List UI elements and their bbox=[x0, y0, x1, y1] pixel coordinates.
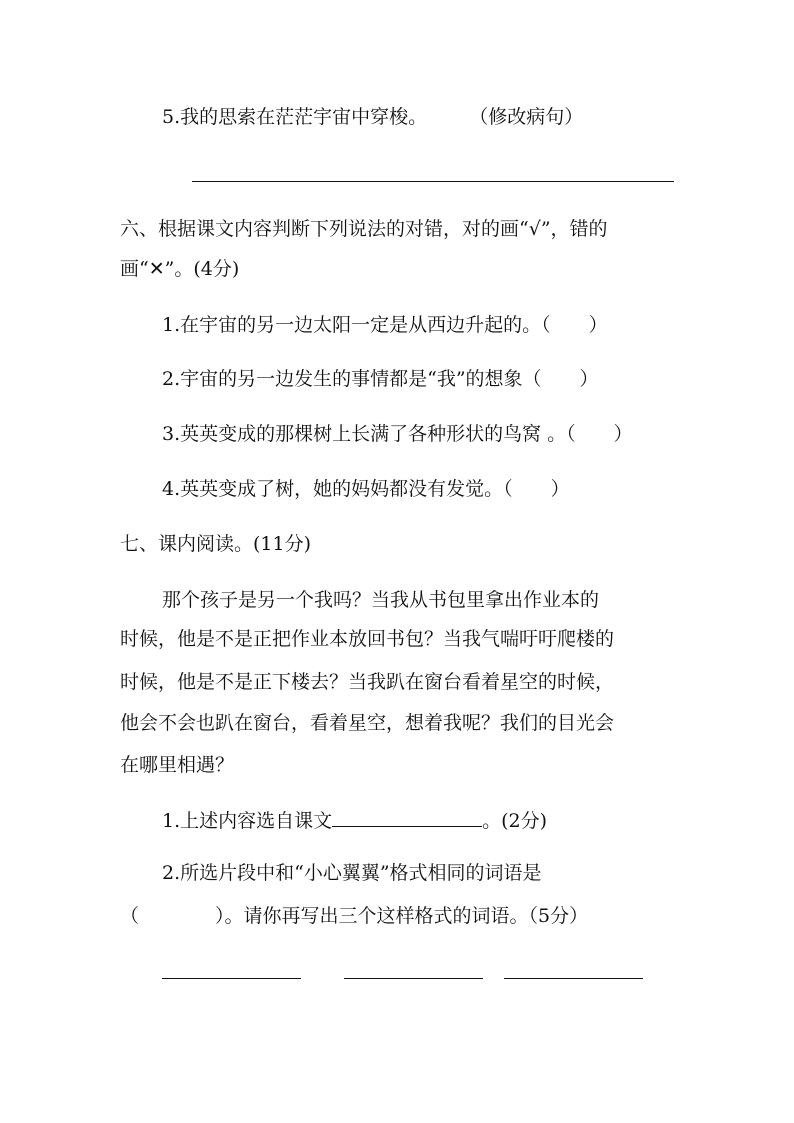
reading-question-1-suffix: 。(2分) bbox=[482, 810, 548, 832]
answer-blank[interactable] bbox=[332, 808, 482, 827]
passage-line: 在哪里相遇？ bbox=[120, 754, 235, 776]
question-5 bbox=[162, 105, 583, 129]
section-6-heading: 六、根据课文内容判断下列说法的对错，对的画“√”，错的 bbox=[120, 218, 608, 240]
passage-line: 时候，他是不是正把作业本放回书包？当我气喘吁吁爬楼的 bbox=[120, 628, 615, 650]
reading-question-2: 2.所选片段中和“小心翼翼”格式相同的词语是 bbox=[162, 862, 542, 884]
passage-line: 他会不会也趴在窗台，看着星空，想着我呢？我们的目光会 bbox=[120, 712, 615, 734]
judge-item: 1.在宇宙的另一边太阳一定是从西边升起的。（ ） bbox=[162, 314, 608, 336]
answer-line-word[interactable] bbox=[504, 978, 643, 979]
question-5-text: 5.我的思索在茫茫宇宙中穿梭。 bbox=[162, 106, 428, 128]
section-6-heading-cont: 画“✕”。(4分) bbox=[120, 258, 240, 280]
answer-line-word[interactable] bbox=[162, 978, 301, 979]
answer-line-q5[interactable] bbox=[192, 181, 674, 182]
passage-line: 时候，他是不是正下楼去？当我趴在窗台看着星空的时候， bbox=[120, 671, 615, 693]
judge-item: 4.英英变成了树，她的妈妈都没有发觉。（ ） bbox=[162, 478, 570, 500]
passage-line: 那个孩子是另一个我吗？当我从书包里拿出作业本的 bbox=[162, 589, 600, 611]
question-5-tag: （修改病句） bbox=[469, 106, 584, 128]
judge-item: 3.英英变成的那棵树上长满了各种形状的鸟窝 。（ ） bbox=[162, 423, 633, 445]
reading-question-1-prefix: 1.上述内容选自课文 bbox=[162, 810, 333, 832]
reading-question-2-cont: （ ）。请你再写出三个这样格式的词语。（5分） bbox=[120, 905, 589, 927]
judge-item: 2.宇宙的另一边发生的事情都是“我”的想象（ ） bbox=[162, 368, 599, 390]
answer-line-word[interactable] bbox=[344, 978, 483, 979]
section-7-heading: 七、课内阅读。(11分) bbox=[120, 533, 312, 555]
reading-question-1 bbox=[162, 808, 547, 833]
